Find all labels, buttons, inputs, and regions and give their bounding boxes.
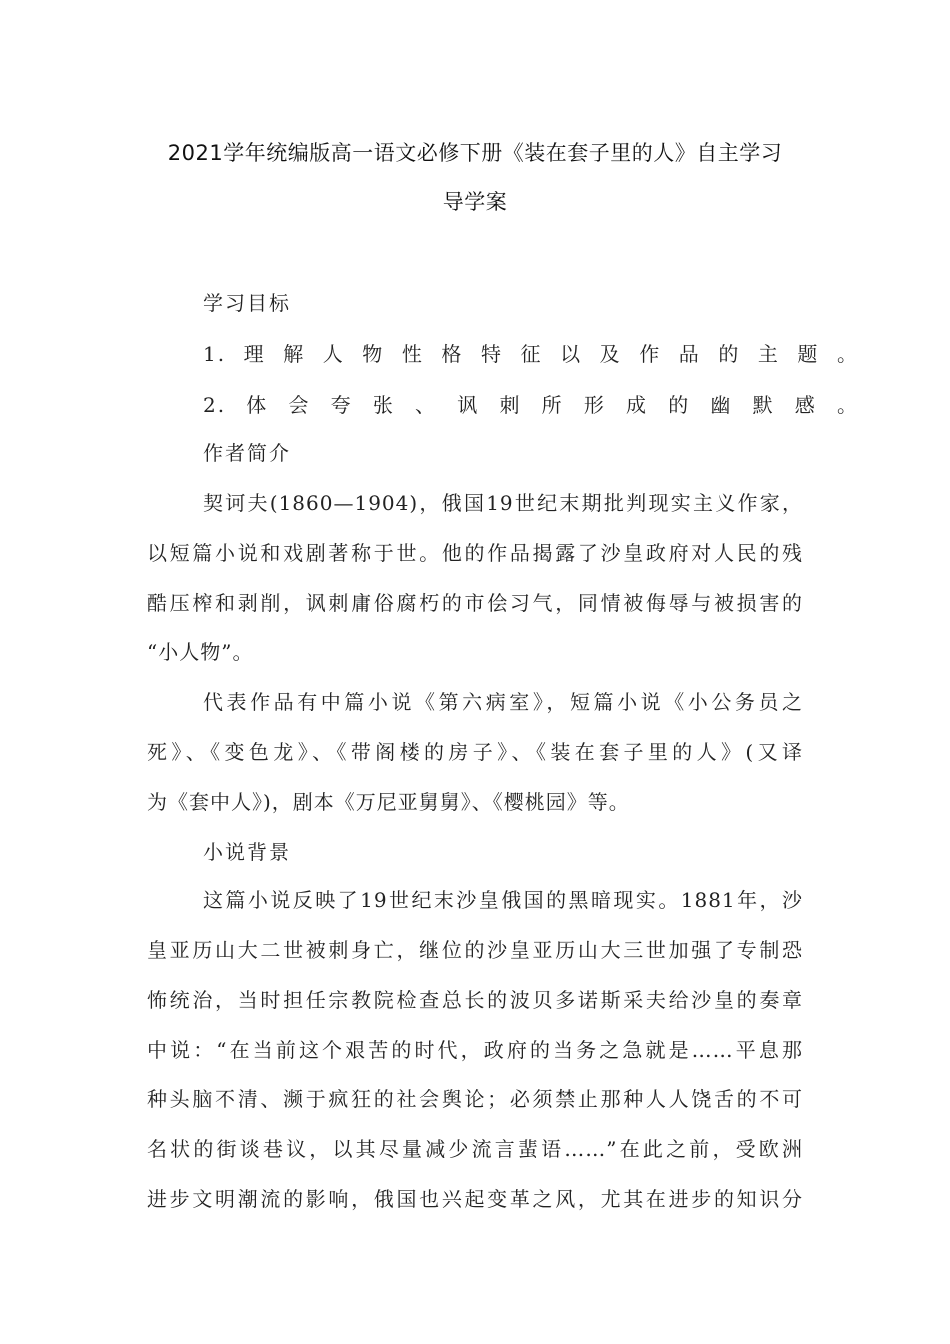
section-heading-background: 小说背景	[203, 840, 291, 864]
paragraph-line: 进步文明潮流的影响，俄国也兴起变革之风，尤其在进步的知识分	[147, 1187, 803, 1211]
paragraph-line: “小人物”。	[147, 640, 254, 664]
paragraph-line: 皇亚历山大二世被刺身亡，继位的沙皇亚历山大三世加强了专制恐	[147, 938, 803, 962]
document-title-line-1: 2021学年统编版高一语文必修下册《装在套子里的人》自主学习	[167, 141, 783, 165]
paragraph-line: 酷压榨和剥削，讽刺庸俗腐朽的市侩习气，同情被侮辱与被损害的	[147, 591, 803, 615]
paragraph-line: 契诃夫(1860—1904)，俄国19世纪末期批判现实主义作家，	[203, 491, 803, 515]
section-heading-goals: 学习目标	[203, 291, 291, 315]
paragraph-line: 种头脑不清、濒于疯狂的社会舆论；必须禁止那种人人饶舌的不可	[147, 1087, 803, 1111]
paragraph-line: 这篇小说反映了19世纪末沙皇俄国的黑暗现实。1881年，沙	[203, 888, 803, 912]
document-title-line-2: 导学案	[442, 190, 508, 214]
paragraph-line: 为《套中人》)，剧本《万尼亚舅舅》、《樱桃园》等。	[147, 790, 630, 814]
goal-item-1: 1.理解人物性格特征以及作品的主题。	[203, 342, 859, 366]
paragraph-line: 代表作品有中篇小说《第六病室》，短篇小说《小公务员之	[203, 690, 803, 714]
paragraph-line: 以短篇小说和戏剧著称于世。他的作品揭露了沙皇政府对人民的残	[147, 541, 803, 565]
paragraph-line: 死》、《变色龙》、《带阁楼的房子》、《装在套子里的人》(又译	[147, 740, 803, 764]
paragraph-line: 中说：“在当前这个艰苦的时代，政府的当务之急就是……平息那	[147, 1038, 803, 1062]
goal-item-2: 2.体会夸张、讽刺所形成的幽默感。	[203, 393, 859, 417]
paragraph-line: 名状的街谈巷议，以其尽量减少流言蜚语……”在此之前，受欧洲	[147, 1137, 803, 1161]
paragraph-line: 怖统治，当时担任宗教院检查总长的波贝多诺斯采夫给沙皇的奏章	[147, 988, 803, 1012]
section-heading-author: 作者简介	[203, 441, 291, 465]
